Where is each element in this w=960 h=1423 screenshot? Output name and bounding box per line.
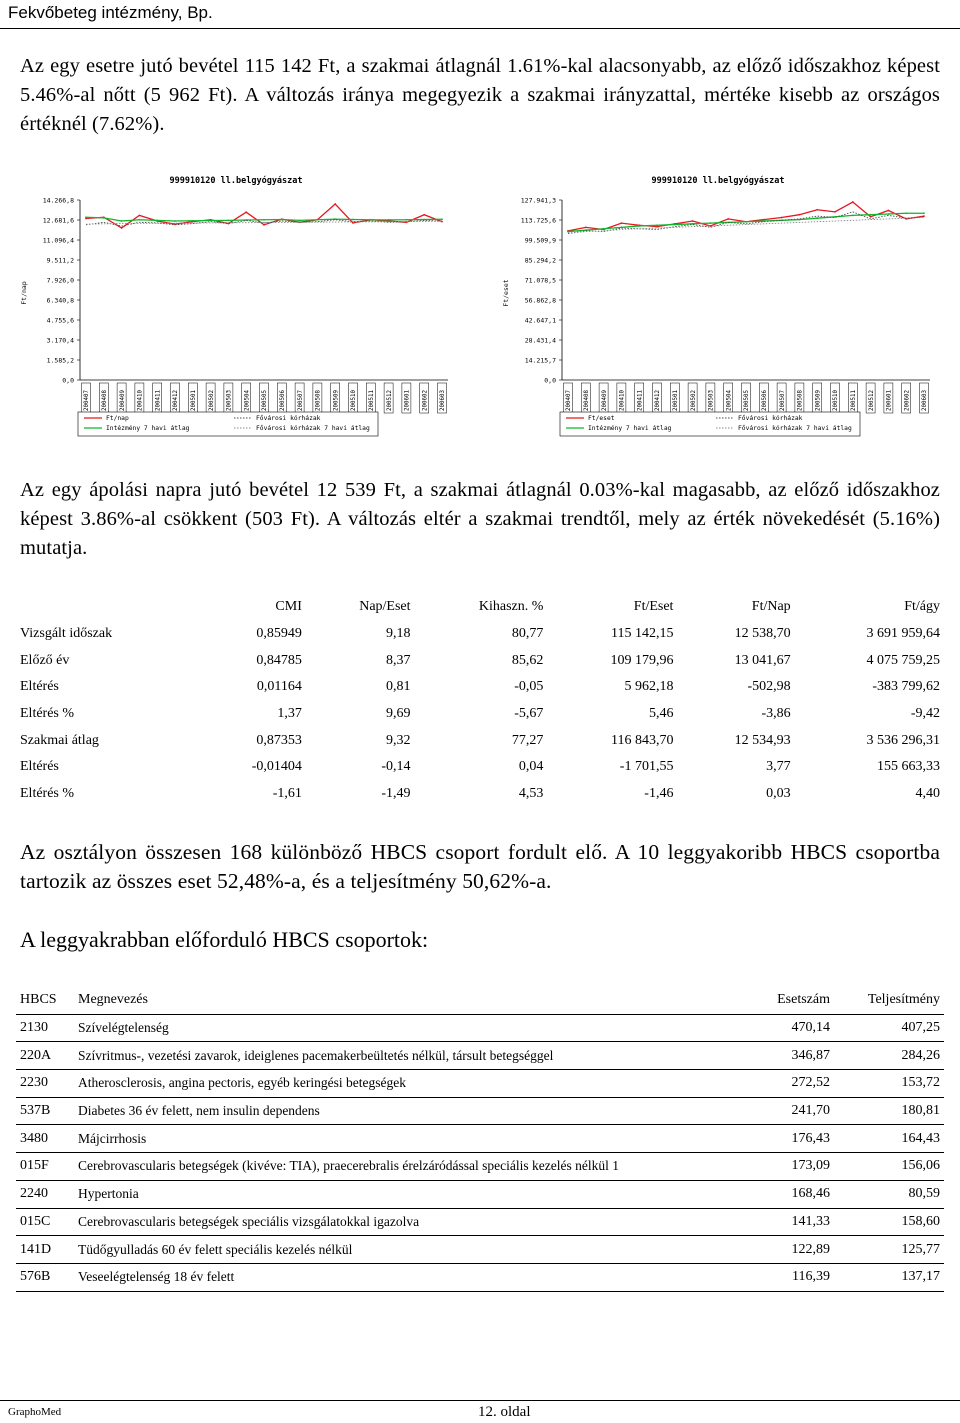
data-point [923, 212, 925, 214]
stats-cell: Eltérés % [20, 706, 75, 722]
data-point [228, 219, 230, 221]
stats-cell: 5,46 [648, 706, 674, 722]
stats-cell: 0,87353 [256, 732, 302, 748]
stats-cell: 0,01164 [256, 679, 302, 695]
y-tick-label: 85.294,2 [524, 256, 556, 265]
hbcs-cell: 2130 [16, 1014, 74, 1042]
x-tick-label: 200410 [137, 390, 144, 411]
hbcs-cell: Szívelégtelenség [74, 1014, 734, 1042]
x-tick-label: 200506 [762, 390, 768, 411]
y-tick-label: 127.941,3 [520, 196, 556, 205]
y-tick-label: 0,0 [62, 376, 74, 385]
hbcs-row [16, 1125, 944, 1153]
stats-cell: 9,18 [386, 626, 411, 642]
stats-cell: -0,14 [381, 759, 411, 775]
x-tick-label: 200506 [280, 390, 286, 411]
stats-cell: 12 534,93 [734, 732, 791, 748]
data-point [656, 224, 658, 226]
y-tick-label: 0,0 [544, 376, 556, 385]
stats-header-cell [16, 594, 199, 621]
data-point [263, 224, 265, 226]
hbcs-cell: 125,77 [834, 1236, 944, 1264]
x-tick-label: 200512 [386, 390, 393, 411]
x-tick-label: 200603 [922, 390, 929, 411]
stats-cell: 9,69 [386, 706, 411, 722]
hbcs-row [16, 1153, 944, 1181]
page-header-title: Fekvőbeteg intézmény, Bp. [8, 3, 213, 22]
data-point [710, 222, 712, 224]
y-tick-label: 6.340,8 [46, 296, 74, 305]
x-tick-label: 200602 [904, 390, 911, 411]
x-tick-label: 200505 [262, 390, 269, 411]
stats-row [16, 674, 944, 701]
x-tick-label: 200408 [584, 390, 590, 411]
data-point [423, 214, 425, 216]
x-tick-label: 200408 [102, 390, 108, 411]
stats-cell: 116 843,70 [610, 732, 674, 748]
stats-cell: 109 179,96 [610, 652, 674, 668]
hbcs-cell: Tüdőgyulladás 60 év felett speciális kezelés nélkül [74, 1236, 734, 1264]
data-point [888, 213, 890, 215]
hbcs-cell: Szívritmus-, vezetési zavarok, ideiglenes pacemakerbeültetés nélkül, társult betegséggel [74, 1042, 734, 1070]
x-tick-label: 200601 [886, 390, 893, 411]
legend-label: Ft/eset [588, 415, 615, 422]
paragraph-hbcs-summary: Az osztályon összesen 168 különböző HBCS csoport fordult elő. A 10 leggyakoribb HBCS csoportba tartozik az összes eset 52,48%-a, és a teljesítmény 50,62%-a. [20, 840, 940, 893]
stats-cell: 12 538,70 [734, 626, 791, 642]
hbcs-cell: 537B [16, 1097, 74, 1125]
footer-divider [0, 1400, 960, 1401]
stats-cell: -0,01404 [251, 759, 302, 775]
x-tick-label: 200512 [868, 390, 875, 411]
stats-cell: 4,40 [915, 786, 940, 802]
legend-label: Fővárosi kórházak [256, 415, 321, 422]
hbcs-cell: 015C [16, 1208, 74, 1236]
hbcs-row [16, 1042, 944, 1070]
hbcs-row [16, 1097, 944, 1125]
stats-cell: 8,37 [386, 652, 411, 668]
data-point [156, 219, 158, 221]
stats-cell: -9,42 [910, 706, 940, 722]
footer-brand: GraphoMed [8, 1406, 62, 1418]
hbcs-cell: 284,26 [834, 1042, 944, 1070]
page-number: 12. oldal [478, 1404, 531, 1420]
data-point [781, 217, 783, 219]
x-tick-label: 200601 [404, 390, 411, 411]
x-tick-label: 200509 [333, 390, 340, 411]
data-point [121, 220, 123, 222]
data-point [370, 219, 372, 221]
x-tick-label: 200412 [655, 390, 662, 411]
data-point [245, 211, 247, 213]
x-tick-label: 200509 [815, 390, 822, 411]
data-point [352, 219, 354, 221]
chart-ft-eset-svg [500, 168, 935, 440]
hbcs-cell: Atherosclerosis, angina pectoris, egyéb keringési betegségek [74, 1070, 734, 1098]
stats-cell: Eltérés % [20, 786, 75, 802]
data-point [334, 203, 336, 205]
stats-cell: Eltérés [20, 679, 59, 695]
hbcs-cell: 407,25 [834, 1014, 944, 1042]
stats-cell: 0,04 [518, 759, 544, 775]
legend-label: Fővárosi kórházak 7 havi átlag [738, 425, 852, 432]
x-tick-label: 200503 [708, 390, 715, 411]
chart-ft-nap [18, 168, 453, 440]
data-point [852, 214, 854, 216]
x-tick-label: 200410 [619, 390, 626, 411]
stats-cell: 155 663,33 [877, 759, 940, 775]
data-point [281, 219, 283, 221]
hbcs-cell: 168,46 [734, 1180, 834, 1208]
data-point [834, 211, 836, 213]
hbcs-row [16, 1208, 944, 1236]
hbcs-row [16, 1236, 944, 1264]
hbcs-cell: 576B [16, 1263, 74, 1291]
x-tick-label: 200508 [797, 390, 804, 411]
data-point [870, 216, 872, 218]
data-point [317, 219, 319, 221]
hbcs-header-cell: HBCS [16, 987, 74, 1014]
data-point [870, 214, 872, 216]
hbcs-row [16, 1070, 944, 1098]
stats-cell: -1,46 [644, 786, 674, 802]
y-tick-label: 71.078,5 [524, 276, 556, 285]
chart-ft-nap-svg [18, 168, 453, 440]
legend-label: Fővárosi kórházak [738, 415, 803, 422]
hbcs-header-cell: Megnevezés [74, 987, 734, 1014]
x-tick-label: 200510 [351, 390, 358, 411]
stats-row [16, 647, 944, 674]
x-tick-label: 200409 [601, 390, 608, 411]
y-tick-label: 4.755,6 [46, 316, 74, 325]
data-point [638, 225, 640, 227]
x-tick-label: 200504 [726, 390, 733, 411]
stats-cell: -1,49 [381, 786, 411, 802]
stats-cell: 5 962,18 [624, 679, 674, 695]
stats-cell: 115 142,15 [610, 626, 674, 642]
data-point [103, 217, 105, 219]
hbcs-cell: 220A [16, 1042, 74, 1070]
stats-cell: Vizsgált időszak [20, 626, 113, 642]
section-title: A leggyakrabban előforduló HBCS csoportok: [20, 927, 429, 952]
stats-header-cell: Kihaszn. % [478, 599, 544, 615]
stats-cell: Szakmai átlag [20, 732, 99, 748]
stats-header-cell: Nap/Eset [359, 599, 411, 615]
hbcs-header-row [16, 987, 944, 1014]
legend-label: Intézmény 7 havi átlag [588, 425, 672, 432]
stats-cell: -3,86 [761, 706, 791, 722]
data-point [692, 220, 694, 222]
data-point [441, 218, 443, 220]
stats-cell: 0,85949 [256, 626, 302, 642]
legend-label: Ft/nap [106, 415, 129, 422]
stats-table [16, 594, 944, 808]
stats-cell: Előző év [20, 652, 70, 668]
stats-cell: 1,37 [277, 706, 302, 722]
data-point [567, 231, 569, 233]
legend-label: Fővárosi kórházak 7 havi átlag [256, 425, 370, 432]
data-point [674, 224, 676, 226]
hbcs-cell: 141,33 [734, 1208, 834, 1236]
data-point [210, 220, 212, 222]
stats-cell: -1,61 [272, 786, 302, 802]
hbcs-cell: 015F [16, 1153, 74, 1181]
data-point [85, 216, 87, 218]
data-point [121, 227, 123, 229]
x-tick-label: 200409 [119, 390, 126, 411]
legend-label: Intézmény 7 havi átlag [106, 425, 190, 432]
hbcs-row [16, 1180, 944, 1208]
hbcs-cell: 173,09 [734, 1153, 834, 1181]
stats-cell: 4,53 [518, 786, 544, 802]
hbcs-cell: 180,81 [834, 1097, 944, 1125]
stats-header-row [16, 594, 944, 621]
stats-cell: 0,81 [386, 679, 411, 695]
stats-cell: -502,98 [747, 679, 791, 695]
data-point [603, 228, 605, 230]
stats-cell: -5,67 [514, 706, 544, 722]
hbcs-row [16, 1263, 944, 1291]
data-point [799, 214, 801, 216]
data-point [139, 214, 141, 216]
hbcs-cell: 176,43 [734, 1125, 834, 1153]
hbcs-header-cell: Teljesítmény [834, 987, 944, 1014]
y-tick-label: 14.215,7 [524, 356, 556, 365]
x-tick-label: 200603 [440, 390, 447, 411]
data-point [406, 219, 408, 221]
data-point [905, 212, 907, 214]
hbcs-cell: 2230 [16, 1070, 74, 1098]
x-tick-label: 200407 [84, 390, 91, 411]
stats-header-cell: Ft/Nap [751, 599, 791, 615]
stats-row [16, 701, 944, 728]
stats-row [16, 621, 944, 648]
y-tick-label: 14.266,8 [42, 196, 74, 205]
stats-row [16, 754, 944, 781]
y-tick-label: 1.585,2 [46, 356, 74, 365]
hbcs-cell: 80,59 [834, 1180, 944, 1208]
hbcs-row [16, 1014, 944, 1042]
hbcs-cell: Cerebrovascularis betegségek speciális vizsgálatokkal igazolva [74, 1208, 734, 1236]
stats-header-cell: CMI [275, 599, 302, 615]
chart-title: 999910120 ll.belgyógyászat [651, 176, 785, 186]
x-tick-label: 200510 [833, 390, 840, 411]
data-point [852, 201, 854, 203]
stats-cell: Eltérés [20, 759, 59, 775]
x-tick-label: 200411 [155, 390, 162, 411]
x-tick-label: 200507 [779, 390, 786, 411]
x-tick-label: 200502 [690, 390, 697, 411]
stats-cell: 9,32 [386, 732, 411, 748]
hbcs-cell: 116,39 [734, 1263, 834, 1291]
stats-header-cell: Ft/ágy [904, 599, 940, 615]
stats-cell: 3 536 296,31 [866, 732, 940, 748]
stats-header-cell: Ft/Eset [633, 599, 674, 615]
x-tick-label: 200507 [297, 390, 304, 411]
hbcs-cell: 153,72 [834, 1070, 944, 1098]
stats-cell: 0,84785 [256, 652, 302, 668]
y-tick-label: 3.170,4 [46, 336, 74, 345]
x-tick-label: 200504 [244, 390, 251, 411]
y-tick-label: 28.431,4 [524, 336, 556, 345]
y-tick-label: 11.096,4 [42, 236, 74, 245]
x-tick-label: 200508 [315, 390, 322, 411]
data-point [745, 221, 747, 223]
stats-cell: -383 799,62 [872, 679, 940, 695]
x-tick-label: 200411 [637, 390, 644, 411]
y-tick-label: 12.681,6 [42, 216, 74, 225]
y-tick-label: 7.926,0 [46, 276, 74, 285]
chart-title: 999910120 ll.belgyógyászat [169, 176, 303, 186]
x-tick-label: 200505 [744, 390, 751, 411]
hbcs-cell: 158,60 [834, 1208, 944, 1236]
x-tick-label: 200501 [191, 390, 197, 411]
data-point [727, 218, 729, 220]
stats-cell: -0,05 [514, 679, 544, 695]
y-axis-label: Ft/nap [20, 281, 28, 305]
y-tick-label: 99.509,9 [524, 236, 556, 245]
x-tick-label: 200407 [566, 390, 573, 411]
x-tick-label: 200602 [422, 390, 429, 411]
hbcs-cell: 3480 [16, 1125, 74, 1153]
data-point [388, 219, 390, 221]
hbcs-cell: 241,70 [734, 1097, 834, 1125]
stats-cell: 3,77 [766, 759, 791, 775]
stats-cell: -1 701,55 [619, 759, 674, 775]
data-point [334, 218, 336, 220]
data-point [174, 220, 176, 222]
x-tick-label: 200501 [673, 390, 679, 411]
stats-cell: 77,27 [511, 732, 544, 748]
data-point [621, 222, 623, 224]
hbcs-cell: 470,14 [734, 1014, 834, 1042]
x-tick-label: 200511 [369, 390, 375, 411]
y-tick-label: 9.511,2 [46, 256, 74, 265]
stats-cell: 13 041,67 [734, 652, 791, 668]
header-divider [0, 28, 960, 29]
series-line [568, 218, 924, 233]
x-tick-label: 200412 [173, 390, 180, 411]
data-point [263, 219, 265, 221]
data-point [139, 219, 141, 221]
hbcs-cell: 156,06 [834, 1153, 944, 1181]
y-tick-label: 56.862,8 [524, 296, 556, 305]
hbcs-cell: Veseelégtelenség 18 év felett [74, 1263, 734, 1291]
hbcs-cell: 2240 [16, 1180, 74, 1208]
paragraph-revenue-per-day: Az egy ápolási napra jutó bevétel 12 539 Ft, a szakmai átlagnál 0.03%-kal magasabb, az előző időszakhoz képest 3.86%-al csökkent (503 Ft). A változás eltér a szakmai trendtől, mely az érték növekedését (5.16%) mutatja. [20, 479, 940, 559]
hbcs-cell: 122,89 [734, 1236, 834, 1264]
data-point [888, 210, 890, 212]
data-point [299, 219, 301, 221]
stats-cell: 4 075 759,25 [866, 652, 940, 668]
hbcs-cell: 164,43 [834, 1125, 944, 1153]
hbcs-cell: Hypertonia [74, 1180, 734, 1208]
y-tick-label: 113.725,6 [520, 216, 556, 225]
stats-cell: 85,62 [511, 652, 544, 668]
stats-row [16, 727, 944, 754]
hbcs-cell: 346,87 [734, 1042, 834, 1070]
x-tick-label: 200503 [226, 390, 233, 411]
hbcs-cell: 137,17 [834, 1263, 944, 1291]
data-point [816, 217, 818, 219]
stats-cell: 0,03 [766, 786, 791, 802]
data-point [816, 209, 818, 211]
hbcs-cell: Cerebrovascularis betegségek (kivéve: TIA), praecerebralis érelzáródással speciális kezelés nélkül 1 [74, 1153, 734, 1181]
hbcs-cell: Májcirrhosis [74, 1125, 734, 1153]
x-tick-label: 200511 [851, 390, 857, 411]
y-tick-label: 42.647,1 [524, 316, 556, 325]
stats-cell: 3 691 959,64 [866, 626, 940, 642]
stats-row [16, 781, 944, 808]
stats-cell: 80,77 [511, 626, 544, 642]
y-axis-label: Ft/eset [502, 279, 510, 307]
hbcs-header-cell: Esetszám [734, 987, 834, 1014]
x-tick-label: 200502 [208, 390, 215, 411]
data-point [192, 220, 194, 222]
hbcs-table [16, 987, 944, 1292]
hbcs-cell: 272,52 [734, 1070, 834, 1098]
hbcs-cell: 141D [16, 1236, 74, 1264]
data-point [585, 226, 587, 228]
chart-ft-eset [500, 168, 935, 440]
paragraph-revenue-per-case: Az egy esetre jutó bevétel 115 142 Ft, a szakmai átlagnál 1.61%-kal alacsonyabb, az előző időszakhoz képest 5.46%-al nőtt (5 962 Ft). A változás iránya megegyezik a szakmai irányzattal, mértéke kisebb az országos értéknél (7.62%). [20, 55, 940, 135]
hbcs-cell: Diabetes 36 év felett, nem insulin dependens [74, 1097, 734, 1125]
